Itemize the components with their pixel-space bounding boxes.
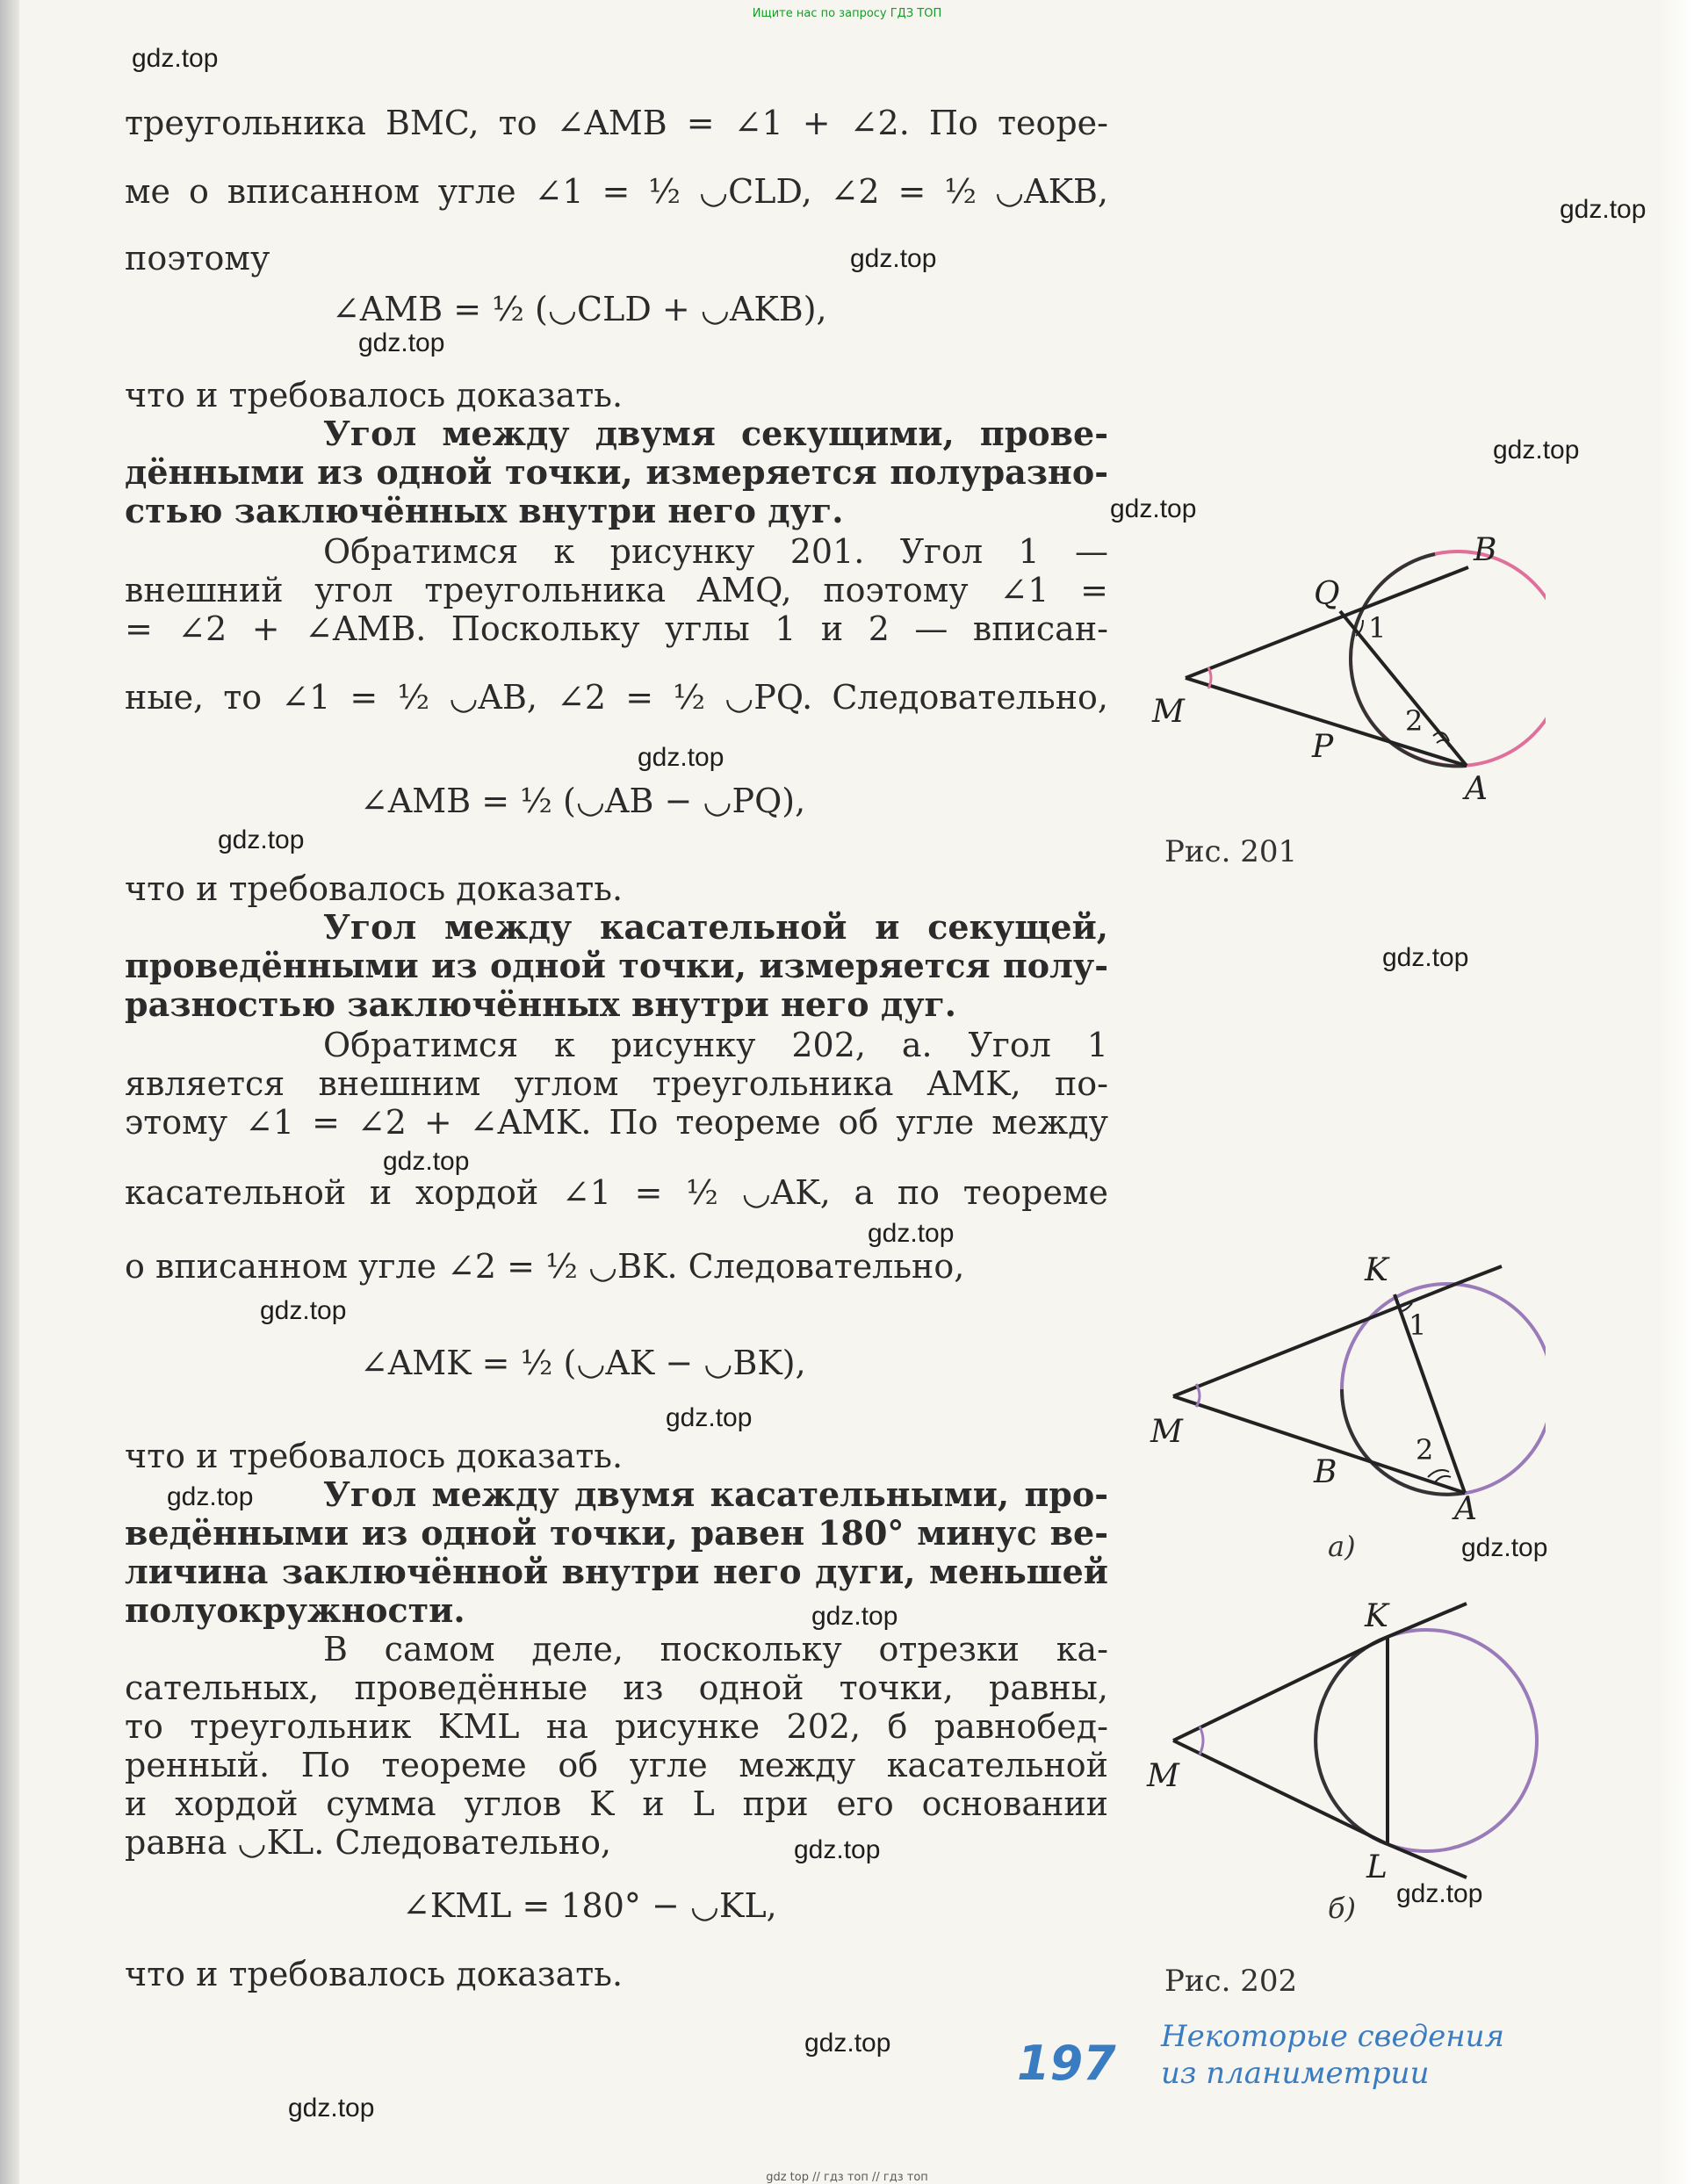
watermark: gdz.top: [260, 1296, 347, 1325]
watermark: gdz.top: [811, 1602, 898, 1631]
text-line: что и требовалось доказать.: [125, 376, 624, 414]
text-line: ные, то ∠1 = ½ ◡AB, ∠2 = ½ ◡PQ. Следовательно,: [125, 678, 1108, 717]
page-number: 197: [1017, 2036, 1116, 2091]
watermark: gdz.top: [666, 1403, 753, 1432]
theorem-line: дёнными из одной точки, измеряется полуразно-: [125, 452, 1108, 492]
text-line: поэтому: [125, 239, 270, 278]
watermark: gdz.top: [1560, 195, 1647, 224]
figure-201-caption: Рис. 201: [1164, 834, 1298, 869]
angle-label: 2: [1416, 1433, 1434, 1467]
text-line: В самом деле, поскольку отрезки ка-: [323, 1630, 1108, 1669]
point-label: K: [1365, 1256, 1388, 1288]
figure-202b: [1133, 1600, 1546, 1881]
point-label: M: [1150, 1414, 1183, 1450]
point-label: B: [1474, 532, 1497, 568]
watermark: gdz.top: [383, 1147, 470, 1176]
theorem-line: полуокружности.: [125, 1590, 465, 1630]
watermark: gdz.top: [132, 44, 219, 73]
text-line: ренный. По теореме об угле между касательной: [125, 1746, 1108, 1784]
formula: ∠AMB = ½ (◡AB − ◡PQ),: [360, 782, 806, 820]
watermark: gdz.top: [167, 1482, 254, 1511]
text-line: Обратимся к рисунку 201. Угол 1 —: [323, 532, 1108, 571]
text-line: что и требовалось доказать.: [125, 1437, 624, 1475]
text-line: этому ∠1 = ∠2 + ∠AMK. По теореме об угле между: [125, 1103, 1108, 1142]
section-title-line: Некоторые сведения: [1161, 2019, 1505, 2054]
text-line: что и требовалось доказать.: [125, 1955, 624, 1993]
watermark: gdz.top: [638, 743, 724, 772]
formula: ∠KML = 180° − ◡KL,: [402, 1886, 777, 1925]
theorem-line: проведёнными из одной точки, измеряется полу-: [125, 946, 1108, 985]
figure-202-caption: Рис. 202: [1164, 1964, 1298, 1999]
text-line: и хордой сумма углов K и L при его основании: [125, 1784, 1108, 1823]
angle-label: 1: [1368, 611, 1387, 645]
point-label: Q: [1314, 576, 1340, 612]
watermark: gdz.top: [850, 244, 937, 273]
figure-202a-sublabel: а): [1328, 1530, 1356, 1563]
theorem-line: личина заключённой внутри него дуги, меньшей: [125, 1552, 1108, 1591]
theorem-line: стью заключённых внутри него дуг.: [125, 491, 844, 530]
watermark: gdz.top: [1110, 494, 1197, 523]
watermark: gdz.top: [358, 328, 445, 357]
top-note: Ищите нас по запросу ГДЗ ТОП: [752, 7, 942, 20]
bottom-note: gdz top // гдз топ // гдз топ: [766, 2171, 928, 2184]
point-label: A: [1454, 1491, 1477, 1519]
watermark: gdz.top: [868, 1219, 955, 1248]
theorem-line: Угол между касательной и секущей,: [323, 907, 1108, 947]
theorem-line: Угол между двумя касательными, про-: [323, 1474, 1108, 1514]
theorem-line: Угол между двумя секущими, прове-: [323, 414, 1108, 453]
theorem-line: разностью заключённых внутри него дуг.: [125, 984, 957, 1024]
point-label: B: [1314, 1454, 1337, 1490]
watermark: gdz.top: [1396, 1879, 1483, 1908]
text-line: о вписанном угле ∠2 = ½ ◡BK. Следовательно,: [125, 1247, 965, 1286]
point-label: M: [1147, 1758, 1179, 1794]
angle-label: 1: [1409, 1308, 1427, 1342]
formula: ∠AMK = ½ (◡AK − ◡BK),: [360, 1344, 806, 1382]
watermark: gdz.top: [794, 1835, 881, 1864]
text-line: касательной и хордой ∠1 = ½ ◡AK, а по теореме: [125, 1173, 1108, 1212]
point-label: M: [1152, 694, 1185, 730]
text-line: сательных, проведённые из одной точки, равны,: [125, 1669, 1108, 1707]
text-line: является внешним углом треугольника AMK, по-: [125, 1064, 1108, 1103]
point-label: L: [1366, 1849, 1388, 1881]
watermark: gdz.top: [1493, 436, 1580, 465]
page-right-margin: [1659, 0, 1694, 2184]
point-label: A: [1465, 771, 1488, 807]
text-line: то треугольник KML на рисунке 202, б равнобед-: [125, 1707, 1108, 1746]
point-label: P: [1312, 729, 1334, 765]
text-line: внешний угол треугольника AMQ, поэтому ∠1 =: [125, 571, 1108, 609]
section-title: [1161, 2018, 1618, 2092]
figure-202a: [1133, 1256, 1546, 1519]
watermark: gdz.top: [288, 2094, 375, 2123]
theorem-line: ведёнными из одной точки, равен 180° минус ве-: [125, 1513, 1108, 1553]
text-line: равна ◡KL. Следовательно,: [125, 1823, 612, 1862]
watermark: gdz.top: [1461, 1533, 1548, 1562]
text-line: треугольника BMC, то ∠AMB = ∠1 + ∠2. По теоре-: [125, 104, 1108, 142]
section-title-line: из планиметрии: [1161, 2056, 1430, 2091]
text-line: Обратимся к рисунку 202, а. Угол 1: [323, 1026, 1108, 1064]
text-line: = ∠2 + ∠AMB. Поскольку углы 1 и 2 — вписан-: [125, 609, 1108, 648]
formula: ∠AMB = ½ (◡CLD + ◡AKB),: [332, 290, 827, 328]
angle-label: 2: [1405, 704, 1424, 738]
page-binding-edge: [0, 0, 19, 2184]
text-line: ме о вписанном угле ∠1 = ½ ◡CLD, ∠2 = ½ ◡AKB,: [125, 172, 1108, 211]
watermark: gdz.top: [218, 825, 305, 854]
watermark: gdz.top: [1382, 943, 1469, 972]
text-line: что и требовалось доказать.: [125, 869, 624, 908]
point-label: K: [1365, 1600, 1388, 1634]
figure-202b-sublabel: б): [1328, 1892, 1357, 1925]
figure-201: [1133, 527, 1546, 808]
watermark: gdz.top: [804, 2029, 891, 2058]
